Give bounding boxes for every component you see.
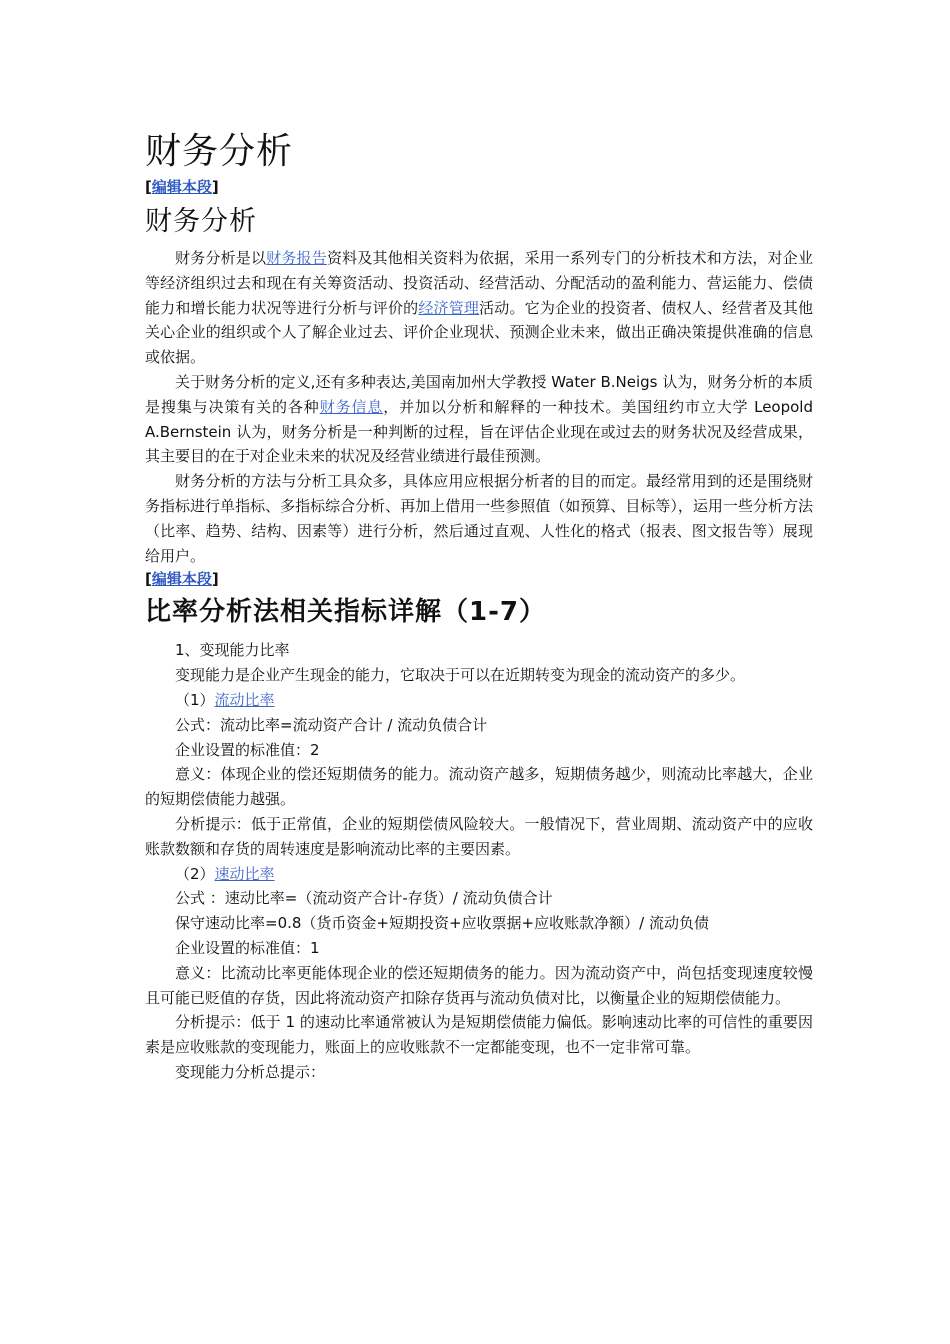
paragraph: 分析提示：低于正常值，企业的短期偿债风险较大。一般情况下，营业周期、流动资产中的应收账款数额和存货的周转速度是影响流动比率的主要因素。 — [145, 814, 813, 858]
paragraph-3: 财务分析的方法与分析工具众多，具体应用应根据分析者的目的而定。最经常用到的还是围绕财务指标进行单指标、多指标综合分析、再加上借用一些参照值（如预算、目标等），运用一些分析方法（比率、趋势、结构、因素等）进行分析，然后通过直观、人性化的格式（报表、图文报告等）展现给用户。 — [145, 472, 813, 565]
paragraph: 意义：体现企业的偿还短期债务的能力。流动资产越多，短期债务越少，则流动比率越大，企业的短期偿债能力越强。 — [145, 765, 813, 809]
list-item: 1、变现能力比率 — [175, 641, 290, 660]
link-economic-management[interactable]: 经济管理 — [418, 298, 480, 317]
section-heading-2: 比率分析法相关指标详解（1-7） — [145, 597, 546, 628]
bracket-close: ] — [211, 178, 219, 196]
paragraph: 变现能力分析总提示： — [175, 1062, 326, 1081]
standard-value: 企业设置的标准值：2 — [175, 740, 320, 759]
text: 财务分析是以 — [175, 249, 267, 267]
link-quick-ratio[interactable]: 速动比率 — [214, 864, 275, 883]
subheading-quick-ratio — [145, 862, 813, 887]
text: 关于财务分析的定义,还有多种表达,美国南加州大学教授 Water B.Neigs 认为，财务分析的本质是搜集与决策有关的各种 — [145, 372, 813, 416]
text: ，并加以分析和解释的一种技术。美国纽约市立大学 Leopold A.Bernstein 认为，财务分析是一种判断的过程，旨在评估企业现在或过去的财务状况及经营成果，其主要目的在于对企业未来的状况及经营业绩进行最佳预测。 — [145, 397, 813, 466]
subheading-current-ratio — [145, 688, 813, 713]
text: （2） — [175, 864, 215, 883]
bracket-open: [ — [145, 178, 152, 196]
bracket-close: ] — [211, 570, 219, 589]
document-page — [145, 128, 813, 1085]
edit-section-button[interactable]: 编辑本段 — [151, 570, 212, 589]
standard-value: 企业设置的标准值：1 — [175, 938, 320, 957]
link-financial-information[interactable]: 财务信息 — [319, 397, 384, 416]
bracket-open: [ — [145, 570, 152, 589]
paragraph: 变现能力是企业产生现金的能力，它取决于可以在近期转变为现金的流动资产的多少。 — [175, 666, 746, 685]
edit-section-link-1 — [145, 176, 813, 198]
edit-section-button[interactable]: 编辑本段 — [151, 178, 212, 196]
formula: 保守速动比率=0.8（货币资金+短期投资+应收票据+应收账款净额）/ 流动负债 — [175, 914, 709, 933]
formula: 公式：流动比率=流动资产合计 / 流动负债合计 — [175, 715, 488, 734]
link-current-ratio[interactable]: 流动比率 — [214, 690, 275, 709]
text: 活动。它为企业的投资者、债权人、经营者及其他关心企业的组织或个人了解企业过去、评价企业现状、预测企业未来，做出正确决策提供准确的信息或依据。 — [145, 298, 813, 367]
text: （1） — [175, 690, 215, 709]
paragraph-2 — [145, 370, 813, 469]
edit-section-link-2 — [145, 568, 813, 590]
paragraph: 意义：比流动比率更能体现企业的偿还短期债务的能力。因为流动资产中，尚包括变现速度较慢且可能已贬值的存货，因此将流动资产扣除存货再与流动负债对比，以衡量企业的短期偿债能力。 — [145, 963, 813, 1007]
paragraph: 分析提示：低于 1 的速动比率通常被认为是短期偿债能力偏低。影响速动比率的可信性的重要因素是应收账款的变现能力，账面上的应收账款不一定都能变现，也不一定非常可靠。 — [145, 1013, 813, 1057]
formula: 公式 ：速动比率=（流动资产合计-存货）/ 流动负债合计 — [175, 889, 553, 908]
section-heading-1: 财务分析 — [145, 206, 257, 237]
link-financial-report[interactable]: 财务报告 — [266, 249, 327, 267]
page-title: 财务分析 — [145, 131, 294, 172]
paragraph-1 — [145, 246, 813, 370]
text: 资料及其他相关资料为依据，采用一系列专门的分析技术和方法，对企业等经济组织过去和现在有关筹资活动、投资活动、经营活动、分配活动的盈利能力、营运能力、偿债能力和增长能力状况等进行分析与评价的 — [145, 249, 813, 317]
